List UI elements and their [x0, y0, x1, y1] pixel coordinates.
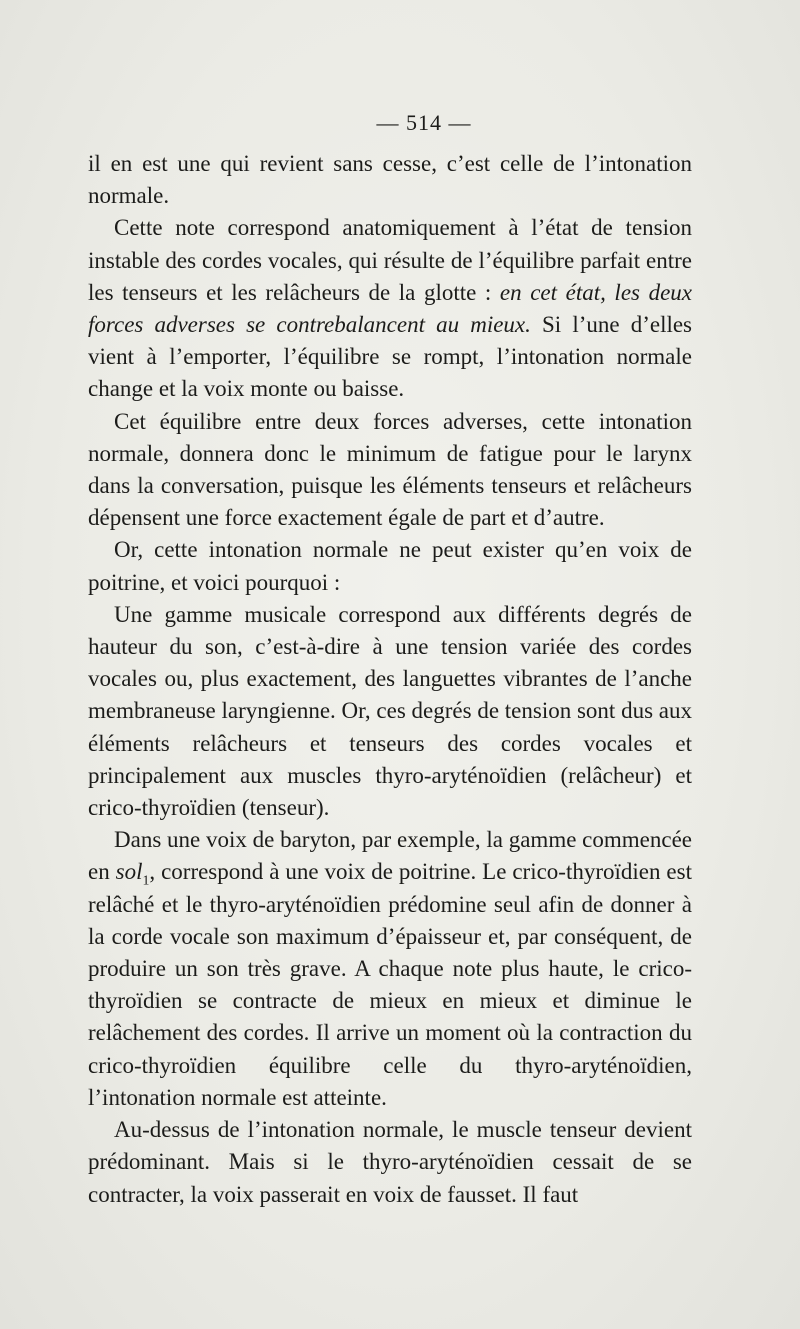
text-run: , correspond à une voix de poitrine. Le crico-thyroïdien est relâché et le thyro-aryténoïdien prédomine seul afin de donner à la corde vocale son maximum d’épaisseur et, par conséquent, de produire un son très grave. A chaque note plus haute, le crico-thyroïdien se contracte de mieux en mieux et diminue le relâchement des cordes. Il arrive un moment où la contraction du crico-thyroïdien équilibre celle du thyro-aryténoïdien, l’intonation normale est atteinte.	[88, 859, 692, 1110]
body-text	[88, 148, 692, 1211]
paragraph	[88, 824, 692, 1114]
text-run: Dans une voix de baryton, par exemple, la gamme commencée en	[88, 827, 692, 885]
text-run: Si l’une d’elles vient à l’emporter, l’équilibre se rompt, l’intonation normale change et la voix monte ou baisse.	[88, 312, 693, 402]
italic-text-run: sol	[115, 859, 143, 885]
italic-text-run: en cet état, les deux forces adverses se contrebalancent au mieux.	[88, 279, 692, 338]
paragraph	[88, 406, 692, 535]
text-run: Cet équilibre entre deux forces adverses, cette intonation normale, donnera donc le minimum de fatigue pour le larynx dans la conversation, puisque les éléments tenseurs et relâcheurs dépensent une force exactement égale de part et d’autre.	[88, 408, 692, 531]
subscript-text: 1	[142, 873, 150, 889]
paragraph	[88, 212, 692, 405]
paragraph	[88, 534, 692, 598]
text-run: Or, cette intonation normale ne peut exister qu’en voix de poitrine, et voici pourquoi :	[88, 537, 692, 595]
paragraph	[88, 1114, 692, 1211]
paragraph	[88, 148, 692, 212]
text-run: Une gamme musicale correspond aux différents degrés de hauteur du son, c’est-à-dire à une tension variée des cordes vocales ou, plus exactement, des languettes vibrantes de l’anche membraneuse laryngienne. Or, ces degrés de tension sont dus aux éléments relâcheurs et tenseurs des cordes vocales et principalement aux muscles thyro-aryténoïdien (relâcheur) et crico-thyroïdien (tenseur).	[88, 601, 692, 821]
text-run: il en est une qui revient sans cesse, c’est celle de l’intonation normale.	[88, 151, 692, 209]
paragraph	[88, 599, 692, 824]
text-run: Au-dessus de l’intonation normale, le muscle tenseur devient prédominant. Mais si le thyro-aryténoïdien cessait de se contracter, la voix passerait en voix de fausset. Il faut	[88, 1117, 692, 1207]
page-number: — 514 —	[376, 110, 472, 135]
text-run: Cette note correspond anatomiquement à l’état de tension instable des cordes vocales, qui résulte de l’équilibre parfait entre les tenseurs et les relâcheurs de la glotte :	[88, 215, 692, 305]
